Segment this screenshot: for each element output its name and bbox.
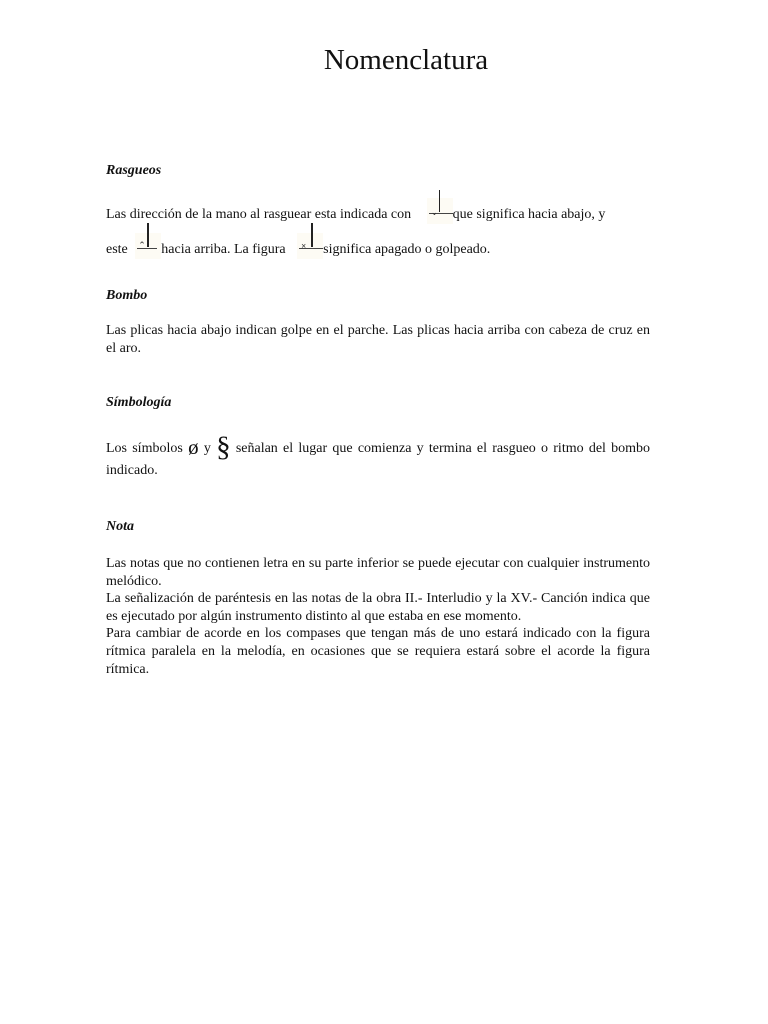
simbologia-text-a: Los símbolos: [106, 441, 183, 456]
nota-paragraph-1: Las notas que no contienen letra en su parte inferior se puede ejecutar con cualquier instrumento melódico.: [106, 556, 650, 589]
rasgueos-text-2c: significa apagado o golpeado.: [323, 242, 491, 257]
heading-bombo: Bombo: [106, 288, 148, 303]
simbologia-paragraph: [106, 431, 651, 482]
bombo-paragraph: Las plicas hacia abajo indican golpe en el parche. Las plicas hacia arriba con cabeza de cruz en el aro.: [106, 323, 650, 356]
rasgueos-line-1: [106, 198, 605, 224]
page-title: Nomenclatura: [323, 44, 489, 76]
rasgueos-text-2b: hacia arriba. La figura: [161, 242, 286, 257]
heading-rasgueos: Rasgueos: [106, 163, 162, 178]
rasgueos-text-2a: este: [106, 242, 128, 257]
simbologia-text-b: y: [203, 441, 211, 456]
simbologia-text-c: señalan el lugar que comienza y termina el rasgueo o ritmo del bombo indicado.: [106, 441, 651, 478]
strum-down-icon: ⌄: [427, 198, 453, 224]
strum-up-icon: ⌃: [135, 233, 161, 259]
rasgueos-text-1b: que significa hacia abajo, y: [452, 207, 606, 222]
rasgueos-line-2: [106, 233, 490, 259]
nota-paragraph-3: Para cambiar de acorde en los compases que tengan más de uno estará indicado con la figura rítmica paralela en la melodía, en ocasiones que se requiera estará sobre el acorde la figura rítmica.: [106, 626, 650, 677]
strum-muted-icon: ×: [297, 233, 323, 259]
rasgueos-text-1a: Las dirección de la mano al rasguear esta indicada con: [106, 207, 412, 222]
coda-symbol: ø: [188, 435, 199, 459]
nota-paragraph-2: La señalización de paréntesis en las notas de la obra II.- Interludio y la XV.- Canción indica que es ejecutado por algún instrumento distinto al que estaba en ese momento.: [106, 591, 650, 624]
heading-nota: Nota: [106, 519, 134, 534]
segno-symbol: §: [216, 431, 231, 463]
heading-simbologia: Símbología: [106, 395, 172, 410]
